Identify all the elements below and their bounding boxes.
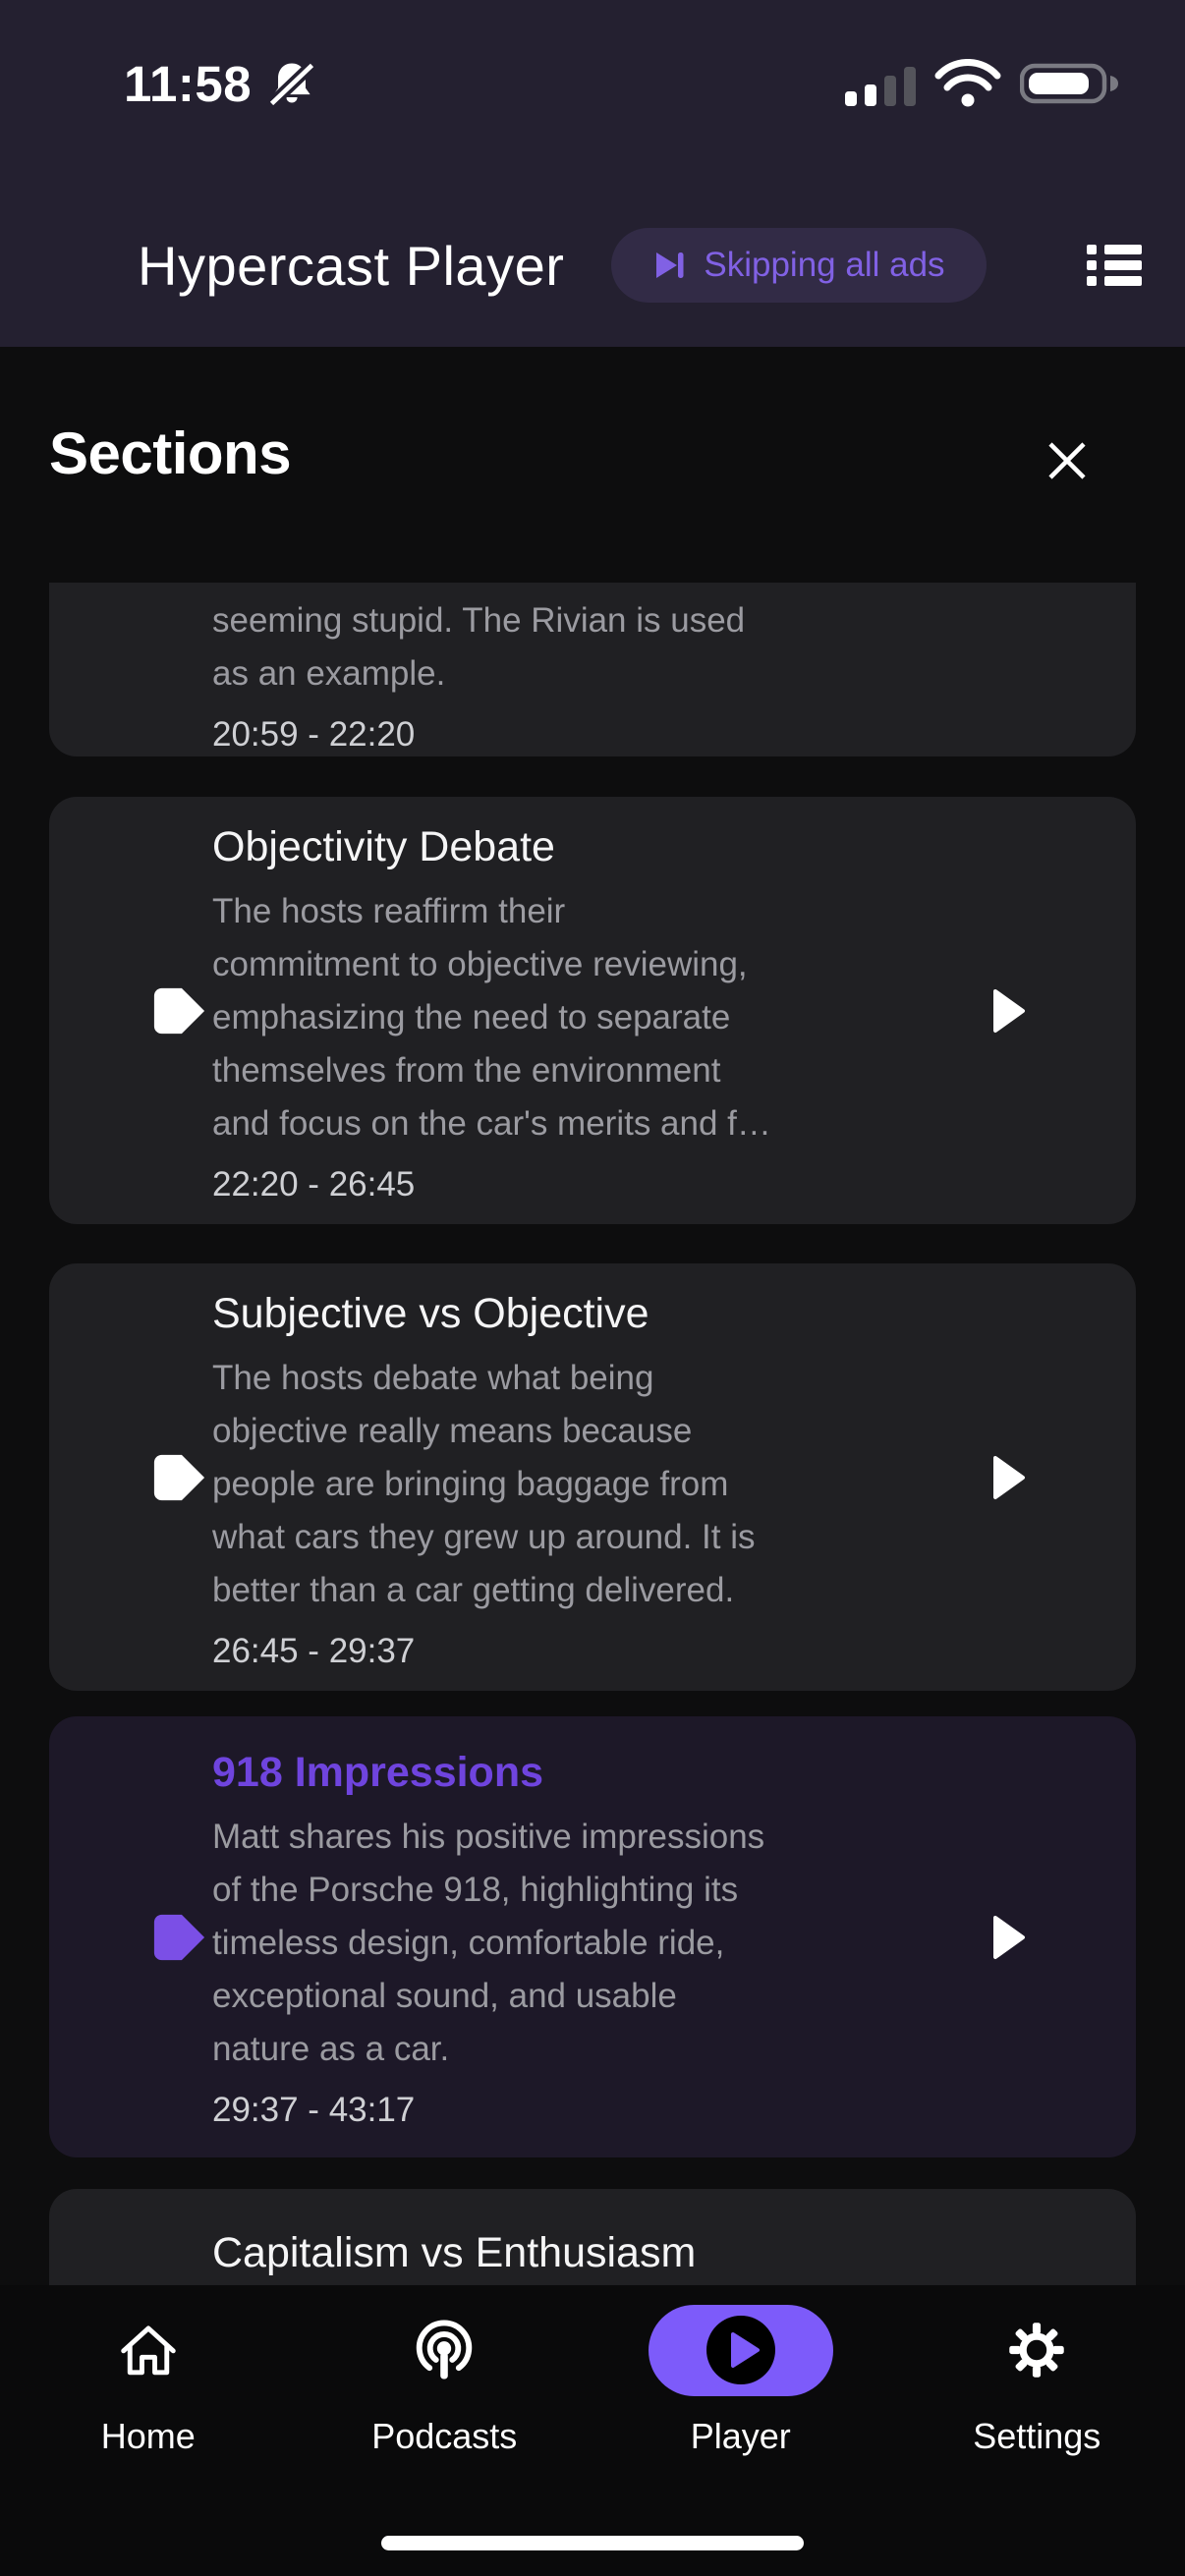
section-description-line: commitment to objective reviewing, bbox=[212, 945, 748, 983]
status-left bbox=[124, 55, 318, 113]
section-title: Subjective vs Objective bbox=[212, 1290, 649, 1337]
status-time: 11:58 bbox=[124, 55, 253, 112]
section-card-objectivity-debate[interactable] bbox=[49, 797, 1136, 1224]
section-description-line: exceptional sound, and usable bbox=[212, 1977, 677, 2015]
label-tag-icon bbox=[151, 1452, 206, 1503]
section-card-subjective-vs-objective[interactable] bbox=[49, 1263, 1136, 1691]
label-tag-icon bbox=[151, 985, 206, 1036]
section-description-line: timeless design, comfortable ride, bbox=[212, 1924, 725, 1962]
app-header bbox=[0, 0, 1185, 347]
section-play-button[interactable] bbox=[992, 1915, 1026, 1960]
sections-title: Sections bbox=[49, 420, 292, 486]
section-description-line: The hosts reaffirm their bbox=[212, 892, 566, 930]
section-card-918-impressions-active[interactable] bbox=[49, 1716, 1136, 2157]
section-description-line: as an example. bbox=[212, 654, 446, 693]
skip-ads-label: Skipping all ads bbox=[704, 246, 945, 284]
tab-podcasts-label: Podcasts bbox=[371, 2416, 518, 2456]
gear-icon bbox=[1006, 2285, 1067, 2415]
tab-settings[interactable] bbox=[889, 2285, 1185, 2458]
section-description-line: emphasizing the need to separate bbox=[212, 998, 731, 1036]
skip-forward-icon bbox=[652, 249, 686, 282]
notifications-off-icon bbox=[265, 57, 318, 110]
section-description-line: themselves from the environment bbox=[212, 1051, 721, 1090]
section-time-range: 29:37 - 43:17 bbox=[212, 2091, 416, 2129]
section-description-line: of the Porsche 918, highlighting its bbox=[212, 1871, 739, 1909]
section-play-button[interactable] bbox=[992, 988, 1026, 1034]
home-indicator[interactable] bbox=[381, 2536, 804, 2550]
battery-icon bbox=[1020, 59, 1120, 108]
section-description-line: better than a car getting delivered. bbox=[212, 1571, 735, 1609]
play-icon bbox=[992, 988, 1026, 1034]
section-card-partial[interactable] bbox=[49, 583, 1136, 756]
tab-podcasts[interactable] bbox=[297, 2285, 593, 2458]
bottom-nav-bar bbox=[0, 2285, 1185, 2576]
section-card-capitalism-vs-enthusiasm[interactable] bbox=[49, 2189, 1136, 2285]
section-time-range: 22:20 - 26:45 bbox=[212, 1165, 416, 1204]
section-description-line: objective really means because bbox=[212, 1412, 693, 1450]
section-time-range: 26:45 - 29:37 bbox=[212, 1632, 416, 1670]
tab-home-label: Home bbox=[100, 2416, 196, 2456]
section-description-line: Matt shares his positive impressions bbox=[212, 1818, 765, 1856]
wifi-icon bbox=[933, 59, 1002, 108]
section-title: 918 Impressions bbox=[212, 1749, 544, 1796]
play-icon bbox=[992, 1915, 1026, 1960]
section-title: Objectivity Debate bbox=[212, 823, 555, 870]
app-title: Hypercast Player bbox=[138, 234, 565, 297]
section-description-line: seeming stupid. The Rivian is used bbox=[212, 601, 746, 640]
status-right bbox=[845, 59, 1120, 108]
section-title: Capitalism vs Enthusiasm bbox=[212, 2229, 697, 2276]
list-icon bbox=[1087, 245, 1142, 286]
section-description-line: The hosts debate what being bbox=[212, 1359, 654, 1397]
header-row bbox=[0, 201, 1185, 329]
tab-player-active[interactable] bbox=[592, 2285, 889, 2458]
section-play-button[interactable] bbox=[992, 1455, 1026, 1500]
nav-tabs bbox=[0, 2285, 1185, 2458]
queue-list-button[interactable] bbox=[1087, 245, 1142, 286]
status-bar bbox=[0, 47, 1185, 120]
tab-player-label: Player bbox=[690, 2416, 791, 2456]
tab-settings-label: Settings bbox=[973, 2416, 1101, 2456]
home-icon bbox=[118, 2285, 179, 2415]
section-description-line: and focus on the car's merits and f… bbox=[212, 1104, 771, 1143]
cellular-signal-icon bbox=[845, 61, 916, 106]
podcasts-icon bbox=[413, 2285, 476, 2415]
tab-home[interactable] bbox=[0, 2285, 297, 2458]
player-pill-slot bbox=[649, 2285, 833, 2415]
play-circle-icon bbox=[649, 2305, 833, 2396]
section-description-line: nature as a car. bbox=[212, 2030, 450, 2068]
play-icon bbox=[992, 1455, 1026, 1500]
section-time-range: 20:59 - 22:20 bbox=[212, 715, 416, 754]
skip-ads-badge[interactable] bbox=[611, 228, 986, 303]
section-description-line: what cars they grew up around. It is bbox=[212, 1518, 756, 1556]
label-tag-icon bbox=[151, 1912, 206, 1963]
close-icon bbox=[1040, 433, 1095, 488]
sections-sheet bbox=[0, 347, 1185, 2285]
close-button[interactable] bbox=[1040, 433, 1095, 488]
section-description-line: people are bringing baggage from bbox=[212, 1465, 729, 1503]
